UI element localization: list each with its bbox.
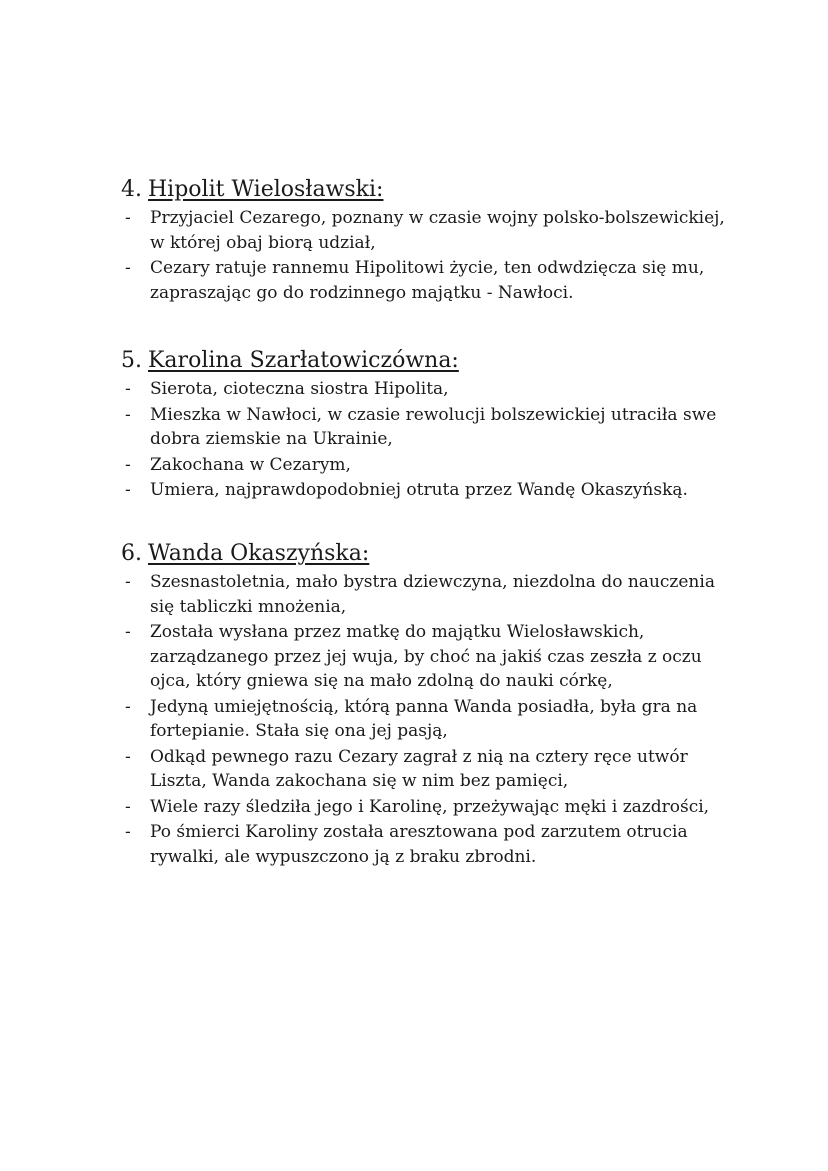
list-item-text: Odkąd pewnego razu Cezary zagrał z nią na cztery ręce utwór Liszta, Wanda zakochana się w nim bez pamięci, — [150, 746, 688, 791]
list-item: - Zakochana w Cezarym, — [125, 454, 351, 475]
list-item: - Wiele razy śledziła jego i Karolinę, przeżywając męki i zazdrości, — [125, 796, 710, 817]
section-title: Wanda Okaszyńska: — [148, 541, 370, 566]
list-item: - Po śmierci Karoliny została aresztowana pod zarzutem otrucia rywalki, ale wypuszczono ją z braku zbrodni. — [125, 822, 688, 867]
section-karolina — [121, 347, 761, 503]
list-item-text: Szesnastoletnia, mało bystra dziewczyna, niezdolna do nauczenia się tabliczki mnożenia, — [150, 572, 715, 617]
list-item: - Została wysłana przez matkę do majątku Wielosławskich, zarządzanego przez jej wuja, by choć na jakiś czas zeszła z oczu ojca, który gniewa się na mało zdolną do nauki córkę, — [125, 622, 702, 691]
list-item: - Przyjaciel Cezarego, poznany w czasie wojny polsko-bolszewickiej, w której obaj biorą udział, — [125, 208, 725, 253]
bullet-list — [121, 377, 761, 503]
section-heading — [121, 176, 761, 204]
bullet-list — [121, 206, 761, 305]
list-item: - Umiera, najprawdopodobniej otruta przez Wandę Okaszyńską. — [125, 480, 688, 500]
list-item: - Cezary ratuje rannemu Hipolitowi życie, ten odwdzięcza się mu, zapraszając go do rodzinnego majątku - Nawłoci. — [125, 258, 705, 303]
section-number: 5. — [121, 348, 142, 373]
list-item-text: Po śmierci Karoliny została aresztowana pod zarzutem otrucia rywalki, ale wypuszczono ją z braku zbrodni. — [150, 822, 688, 867]
section-title: Hipolit Wielosławski: — [148, 177, 384, 202]
list-item-text: Cezary ratuje rannemu Hipolitowi życie, ten odwdzięcza się mu, zapraszając go do rodzinnego majątku - Nawłoci. — [150, 258, 705, 303]
list-item-text: Jedyną umiejętnością, którą panna Wanda posiadła, była gra na fortepianie. Stała się ona jej pasją, — [150, 696, 698, 741]
bullet-list — [121, 570, 761, 869]
list-item: - Szesnastoletnia, mało bystra dziewczyna, niezdolna do nauczenia się tabliczki mnożenia, — [125, 572, 715, 617]
section-title: Karolina Szarłatowiczówna: — [148, 348, 459, 373]
section-wanda — [121, 540, 761, 869]
section-heading — [121, 347, 761, 375]
list-item-text: Sierota, cioteczna siostra Hipolita, — [150, 379, 449, 399]
list-item: - Mieszka w Nawłoci, w czasie rewolucji bolszewickiej utraciła swe dobra ziemskie na Ukrainie, — [125, 404, 717, 449]
list-item-text: Wiele razy śledziła jego i Karolinę, przeżywając męki i zazdrości, — [150, 796, 710, 817]
list-item: - Sierota, cioteczna siostra Hipolita, — [125, 379, 449, 399]
list-item-text: Mieszka w Nawłoci, w czasie rewolucji bolszewickiej utraciła swe dobra ziemskie na Ukrainie, — [150, 404, 717, 449]
list-item: - Odkąd pewnego razu Cezary zagrał z nią na cztery ręce utwór Liszta, Wanda zakochana się w nim bez pamięci, — [125, 746, 688, 791]
list-item: - Jedyną umiejętnością, którą panna Wanda posiadła, była gra na fortepianie. Stała się ona jej pasją, — [125, 696, 698, 741]
section-heading — [121, 540, 761, 568]
list-item-text: Przyjaciel Cezarego, poznany w czasie wojny polsko-bolszewickiej, w której obaj biorą udział, — [150, 208, 725, 253]
list-item-text: Umiera, najprawdopodobniej otruta przez Wandę Okaszyńską. — [150, 480, 688, 500]
section-number: 4. — [121, 177, 142, 202]
list-item-text: Została wysłana przez matkę do majątku Wielosławskich, zarządzanego przez jej wuja, by choć na jakiś czas zeszła z oczu ojca, który gniewa się na mało zdolną do nauki córkę, — [150, 622, 702, 691]
list-item-text: Zakochana w Cezarym, — [150, 454, 351, 475]
section-hipolit — [121, 176, 761, 305]
section-number: 6. — [121, 541, 142, 566]
